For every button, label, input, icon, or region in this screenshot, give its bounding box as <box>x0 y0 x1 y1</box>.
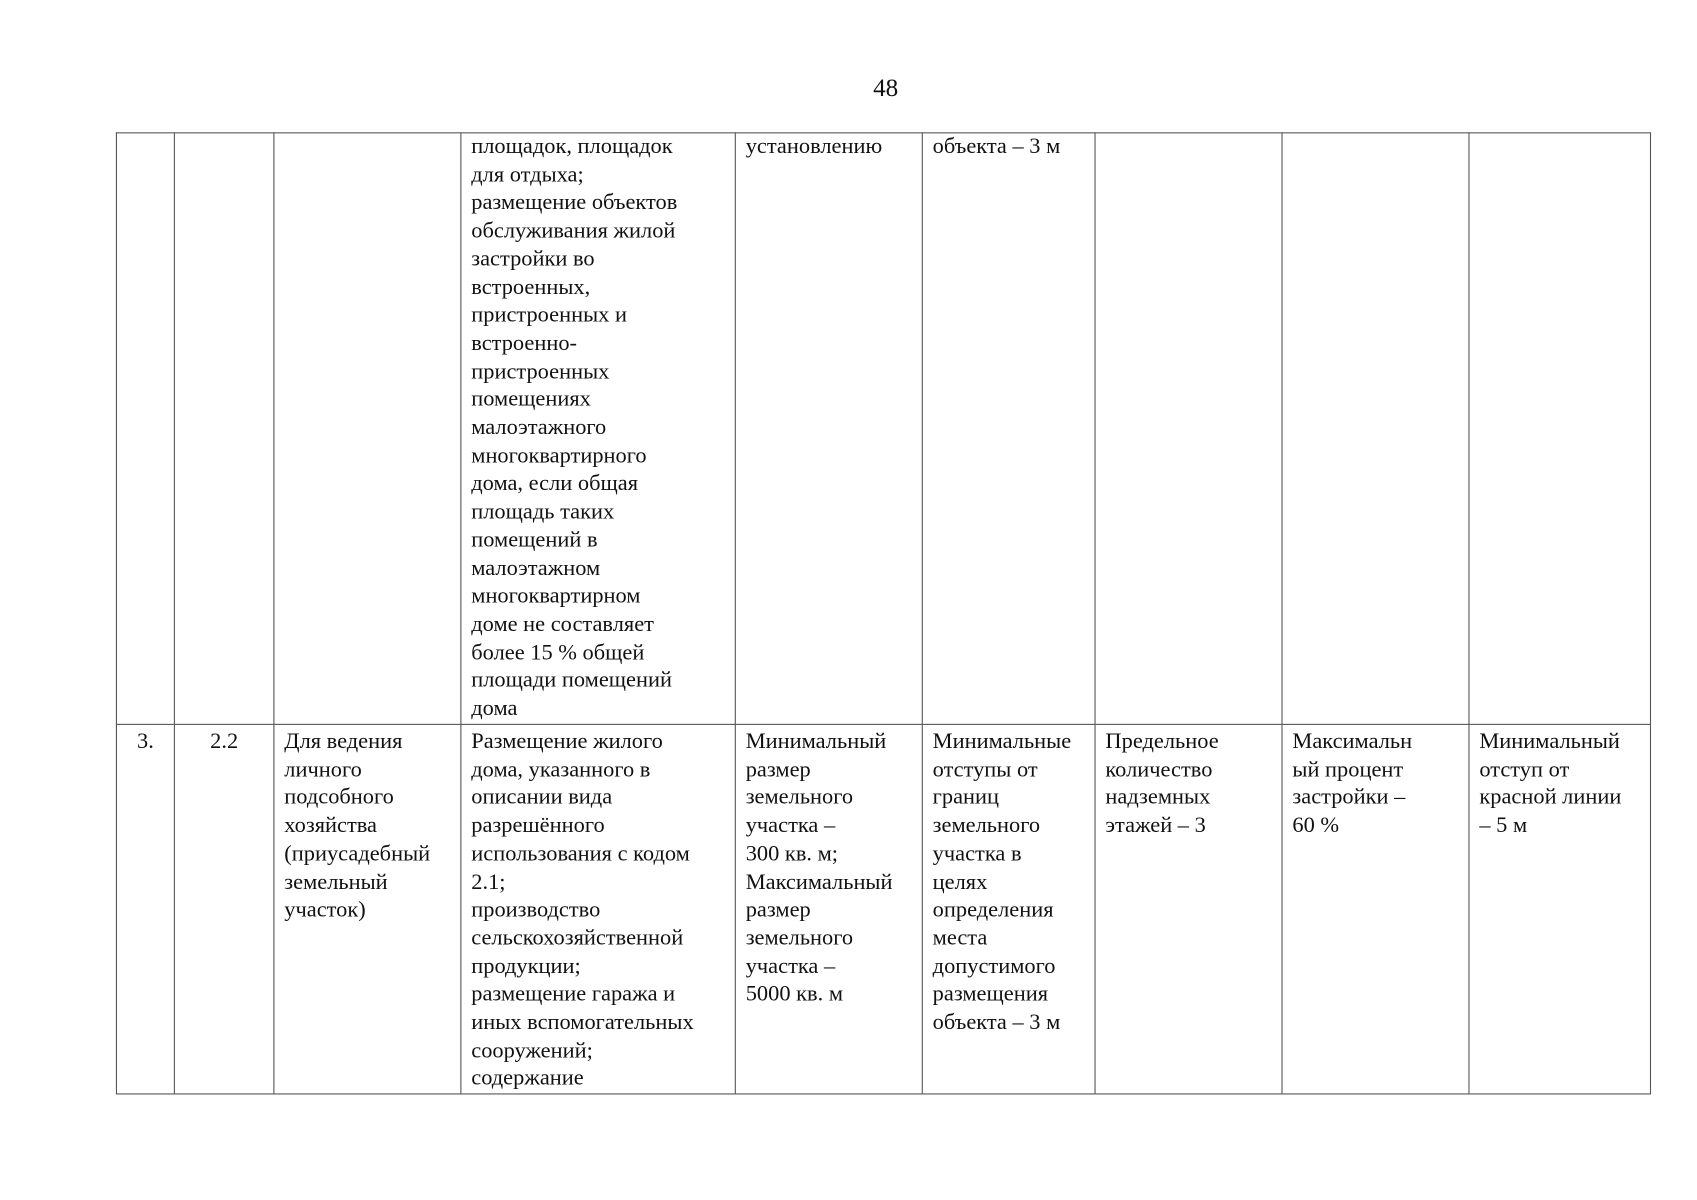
red-line-cell <box>1469 133 1651 725</box>
setbacks-cell: объекта – 3 м <box>922 133 1095 725</box>
use-code-cell: 2.2 <box>174 724 273 1094</box>
page-number: 48 <box>873 74 899 102</box>
plot-size-cell: установлению <box>735 133 922 725</box>
coverage-cell <box>1282 133 1469 725</box>
setbacks-cell: Минимальные отступы от границ земельного участка в целях определения места допустимого размещения объекта – 3 м <box>922 724 1095 1094</box>
use-description-cell: площадок, площадок для отдыха; размещение объектов обслуживания жилой застройки во встроенных, пристроенных и встроенно- пристроенных помещениях малоэтажного многоквартирного дома, если общая площадь таких помещений в малоэтажном многоквартирном доме не составляет более 15 % общей площади помещений дома <box>461 133 735 725</box>
plot-size-cell: Минимальный размер земельного участка – 300 кв. м; Максимальный размер земельного участка – 5000 кв. м <box>735 724 922 1094</box>
row-number-cell: 3. <box>116 724 174 1094</box>
use-code-cell <box>174 133 273 725</box>
floors-cell <box>1095 133 1282 725</box>
coverage-cell: Максимальн ый процент застройки – 60 % <box>1282 724 1469 1094</box>
table-row <box>116 724 1650 1094</box>
row-number-cell <box>116 133 174 725</box>
table-row <box>116 133 1650 725</box>
land-use-regulations-table <box>116 132 1651 1094</box>
use-name-cell: Для ведения личного подсобного хозяйства (приусадебный земельный участок) <box>274 724 461 1094</box>
use-name-cell <box>274 133 461 725</box>
floors-cell: Предельное количество надземных этажей – 3 <box>1095 724 1282 1094</box>
use-description-cell: Размещение жилого дома, указанного в описании вида разрешённого использования с кодом 2.1; производство сельскохозяйственной продукции; размещение гаража и иных вспомогательных сооружений; содержание <box>461 724 735 1094</box>
red-line-cell: Минимальный отступ от красной линии – 5 м <box>1469 724 1651 1094</box>
